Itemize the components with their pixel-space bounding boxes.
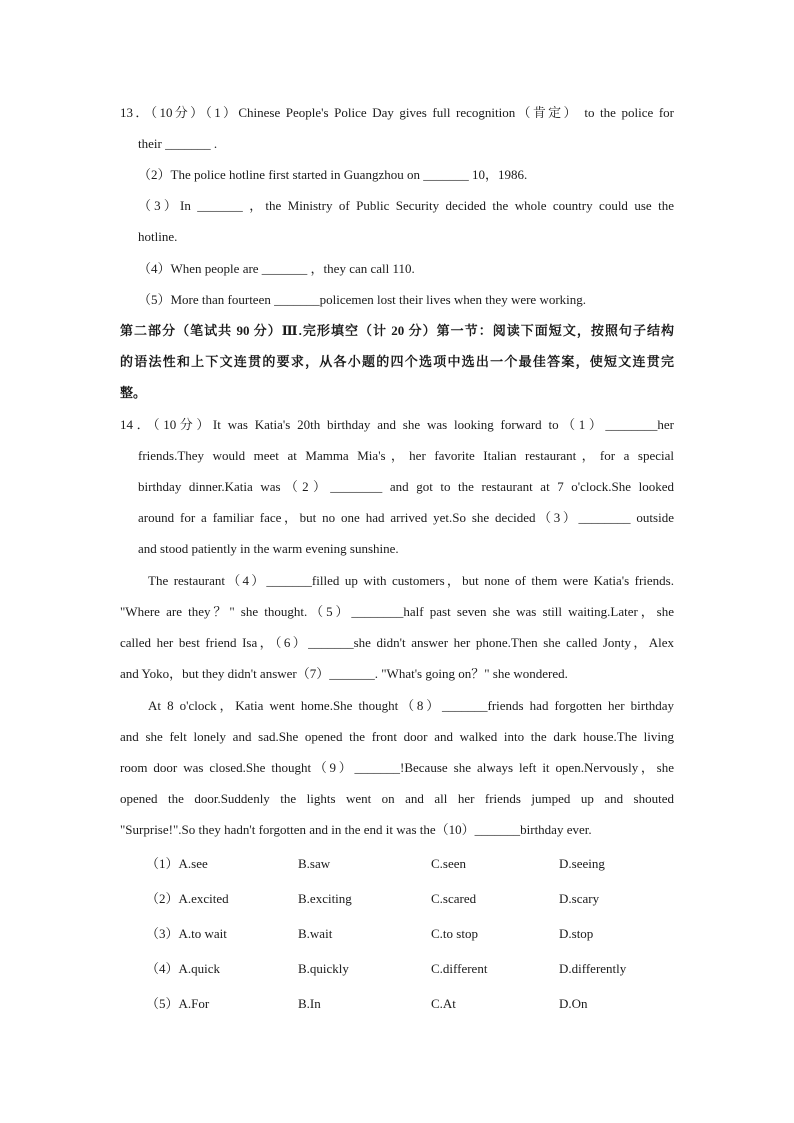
option-a: （1）A.see bbox=[146, 856, 208, 871]
q14-line-2: friends.They would meet at Mamma Mia's，her favorite Italian restaurant，for a special bbox=[138, 448, 674, 463]
option-d: D.differently bbox=[559, 961, 627, 976]
q13-line-3: （2）The police hotline first started in Guangzhou on _______ 10，1986. bbox=[138, 167, 528, 182]
option-b: B.wait bbox=[298, 926, 333, 941]
section-heading-line-3: 整。 bbox=[120, 385, 147, 400]
section-heading-line-2: 的语法性和上下文连贯的要求，从各小题的四个选项中选出一个最佳答案，使短文连贯完 bbox=[120, 354, 674, 369]
option-b: B.quickly bbox=[298, 961, 349, 976]
q13-line-2: their _______ . bbox=[138, 136, 218, 151]
q14-line-4: around for a familiar face，but no one had arrived yet.So she decided（3）________ outside bbox=[138, 510, 674, 525]
q13-line-6: （4）When people are _______ ，they can call 110. bbox=[138, 261, 415, 276]
q13-line-1: 13．（10分）（1）Chinese People's Police Day gives full recognition（肯定） to the police for bbox=[120, 105, 674, 120]
q14-line-5: and stood patiently in the warm evening sunshine. bbox=[138, 541, 399, 556]
q14-para3-line-3: room door was closed.She thought（9）_______!Because she always left it open.Nervously，she bbox=[120, 760, 674, 775]
option-c: C.At bbox=[431, 996, 456, 1011]
q13-line-7: （5）More than fourteen _______policemen lost their lives when they were working. bbox=[138, 292, 587, 307]
option-d: D.On bbox=[559, 996, 588, 1011]
q14-para3-line-5: "Surprise!".So they hadn't forgotten and in the end it was the（10）_______birthday ever. bbox=[120, 822, 592, 837]
option-a: （3）A.to wait bbox=[146, 926, 227, 941]
q13-line-5: hotline. bbox=[138, 229, 178, 244]
option-c: C.different bbox=[431, 961, 488, 976]
q14-para2-line-1: The restaurant（4）_______filled up with customers，but none of them were Katia's friends. bbox=[148, 573, 674, 588]
q14-para2-line-3: called her best friend Isa，（6）_______she didn't answer her phone.Then she called Jonty，Alex bbox=[120, 635, 674, 650]
q14-para3-line-4: opened the door.Suddenly the lights went on and all her friends jumped up and shouted bbox=[120, 791, 674, 806]
option-a: （4）A.quick bbox=[146, 961, 221, 976]
q14-para2-line-4: and Yoko，but they didn't answer（7）_______. "What's going on？" she wondered. bbox=[120, 666, 568, 681]
q14-line-3: birthday dinner.Katia was（2）________ and got to the restaurant at 7 o'clock.She looked bbox=[138, 479, 674, 494]
option-d: D.stop bbox=[559, 926, 594, 941]
q14-para3-line-1: At 8 o'clock，Katia went home.She thought（8）_______friends had forgotten her birthday bbox=[148, 698, 674, 713]
option-c: C.scared bbox=[431, 891, 477, 906]
option-c: C.to stop bbox=[431, 926, 478, 941]
q14-para3-line-2: and she felt lonely and sad.She opened the front door and walked into the dark house.The living bbox=[120, 729, 674, 744]
q13-line-4: （3）In _______ ，the Ministry of Public Security decided the whole country could use the bbox=[138, 198, 674, 213]
option-b: B.saw bbox=[298, 856, 331, 871]
option-a: （2）A.excited bbox=[146, 891, 229, 906]
option-d: D.scary bbox=[559, 891, 600, 906]
q14-para2-line-2: "Where are they？" she thought.（5）________half past seven she was still waiting.Later，she bbox=[120, 604, 674, 619]
q14-line-1: 14．（10分）It was Katia's 20th birthday and she was looking forward to（1）________her bbox=[120, 417, 674, 432]
option-a: （5）A.For bbox=[146, 996, 210, 1011]
option-c: C.seen bbox=[431, 856, 467, 871]
section-heading-line-1: 第二部分（笔试共 90 分）Ⅲ.完形填空（计 20 分）第一节：阅读下面短文，按照句子结构 bbox=[120, 323, 674, 338]
option-d: D.seeing bbox=[559, 856, 605, 871]
option-b: B.exciting bbox=[298, 891, 352, 906]
option-b: B.In bbox=[298, 996, 321, 1011]
